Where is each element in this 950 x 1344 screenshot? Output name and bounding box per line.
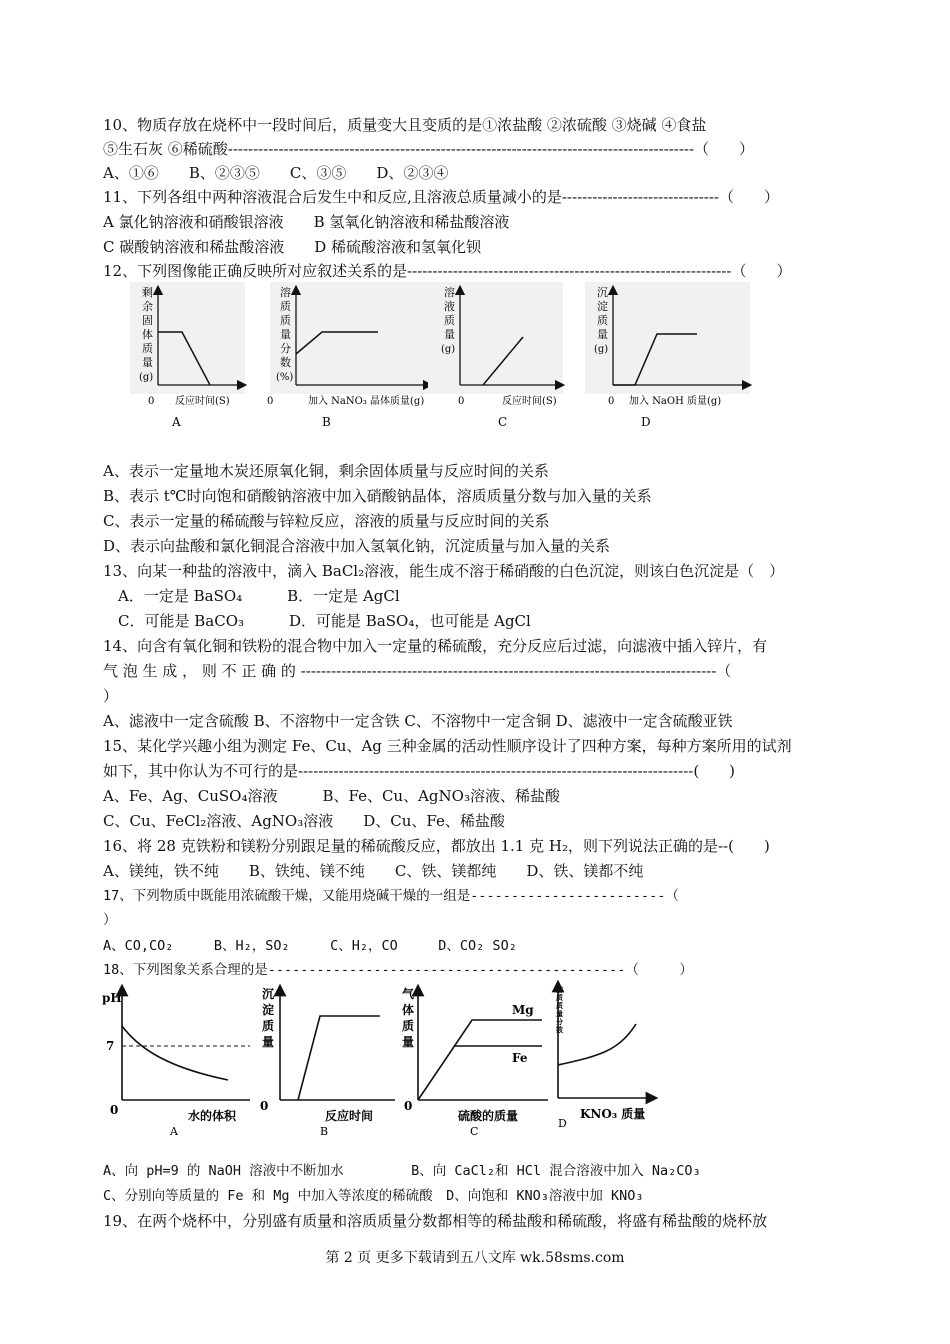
graph-letter: D [641,415,651,429]
graph-ylabel-char: 质 [402,1019,415,1033]
q12-option-a: A、表示一定量地木炭还原氧化铜，剩余固体质量与反应时间的关系 [103,462,549,480]
q15-options-cd: C、Cu、FeCl₂溶液、AgNO₃溶液 D、Cu、Fe、稀盐酸 [103,812,505,830]
graph-ylabel-unit: (g) [594,344,609,355]
q12-graph-c [428,282,563,429]
graph-ylabel-char: 数 [556,1025,563,1034]
q12-graphs-figure [130,282,770,432]
q18-options-ab: A、向 pH=9 的 NaOH 溶液中不断加水 B、向 CaCl₂和 HCl 混合溶液中加入 Na₂CO₃ [103,1163,701,1179]
graph-curve [122,1026,228,1080]
q12-stem: 12、下列图像能正确反映所对应叙述关系的是----------------------------------------------------------------（ ） [103,262,792,280]
graph-ylabel: pH [102,991,122,1005]
graph-xlabel: 反应时间(S) [175,396,230,407]
q18-stem: 18、下列图象关系合理的是--------------------------------------------（ ） [103,962,693,978]
q19-stem-line1: 19、在两个烧杯中，分别盛有质量和溶质质量分数都相等的稀盐酸和稀硫酸，将盛有稀盐酸的烧杯放 [103,1212,768,1230]
graph-origin: 0 [260,1099,269,1113]
graph-letter: B [320,1125,329,1138]
q12-option-b: B、表示 t℃时向饱和硝酸钠溶液中加入硝酸钠晶体，溶质质量分数与加入量的关系 [103,487,652,505]
q14-stem-line2: 气 泡 生 成 ， 则 不 正 确 的 ----------------------------------------------------------------------------------（ [103,662,732,680]
q18-graphs-figure [100,980,660,1138]
graph-xlabel: 反应时间(S) [502,396,557,407]
graph-ylabel-char: 质 [556,993,563,1002]
graph-letter: C [470,1125,479,1138]
graph-ylabel-char: 质 [280,314,291,327]
graph-ylabel-char: 溶 [444,286,455,299]
q12-graph-d [585,282,750,429]
q18-graph-d [555,985,652,1130]
graph-ylabel-char: 量 [280,328,291,341]
q14-options: A、滤液中一定含硫酸 B、不溶物中一定含铁 C、不溶物中一定含铜 D、滤液中一定含硫酸亚铁 [103,712,733,730]
q15-stem-line2: 如下，其中你认为不可行的是------------------------------------------------------------------------------( ) [103,762,736,780]
graph-ylabel-char: 体 [402,1003,415,1017]
graph-ylabel-char: 量 [444,328,455,341]
graph-ylabel-char: 溶 [280,286,291,299]
graph-xlabel: 硫酸的质量 [458,1109,519,1123]
graph-ylabel-char: 淀 [597,300,608,313]
graph-letter: A [170,1125,178,1138]
graph-ylabel-char: 质 [444,314,455,327]
q10-options: A、①⑥ B、②③⑤ C、③⑤ D、②③④ [103,164,449,182]
graph-ylabel-char: 量 [262,1035,275,1049]
graph-origin: 0 [267,396,274,407]
graph-ylabel-char: 质 [556,1001,563,1010]
graph-ylabel-char: 剩 [142,286,153,299]
graph-ylabel-char: 余 [142,300,153,313]
graph-ylabel-char: 淀 [262,1003,275,1017]
q11-stem: 11、下列各组中两种溶液混合后发生中和反应,且溶液总质量减小的是-------------------------------（ ） [103,188,779,206]
graph-ylabel-char: 溶 [556,985,563,994]
graph-ylabel-char: 质 [597,314,608,327]
graph-ylabel-char: 液 [444,300,455,313]
q17-stem-line2: ） [103,912,117,928]
graph-letter: B [322,415,331,429]
graph-xlabel: 加入 NaOH 质量(g) [629,396,722,407]
graph-ylabel-char: 沉 [262,987,275,1001]
q12-graph-a [130,282,245,429]
graph-ylabel-unit: (%) [276,372,294,383]
graph-origin: 0 [608,396,615,407]
graph-origin: 0 [404,1099,413,1113]
graph-ylabel-char: 数 [280,356,291,369]
q18-options-cd: C、分别向等质量的 Fe 和 Mg 中加入等浓度的稀硫酸 D、向饱和 KNO₃溶液中加 KNO₃ [103,1188,644,1204]
q16-options: A、镁纯，铁不纯 B、铁纯、镁不纯 C、铁、镁都纯 D、铁、镁都不纯 [103,862,644,880]
graph-ylabel-char: 气 [402,987,415,1001]
graph-ylabel-char: 量 [142,356,153,369]
graph-origin: 0 [110,1103,119,1117]
graph-ylabel-char: 量 [402,1035,415,1049]
q13-options-cd: C．可能是 BaCO₃ D．可能是 BaSO₄，也可能是 AgCl [103,612,531,630]
graph-tick-7: 7 [106,1039,115,1053]
graph-curve [298,1016,380,1100]
q14-stem-line1: 14、向含有氧化铜和铁粉的混合物中加入一定量的稀硫酸，充分反应后过滤，向滤液中插入锌片，有 [103,637,768,655]
graph-ylabel-char: 分 [280,342,291,355]
graph-xlabel: 反应时间 [325,1109,374,1123]
graph-series-label: Fe [512,1051,528,1065]
graph-origin: 0 [148,396,155,407]
graph-ylabel-char: 体 [142,328,153,341]
graph-letter: D [558,1117,567,1130]
q13-options-ab: A．一定是 BaSO₄ B．一定是 AgCl [103,587,400,605]
graph-letter: C [498,415,508,429]
q12-graph-b [267,282,430,429]
graph-xlabel: KNO₃ 质量 [580,1107,646,1121]
graph-ylabel-unit: (g) [441,344,456,355]
graph-ylabel-char: 质 [142,342,153,355]
q13-stem: 13、向某一种盐的溶液中，滴入 BaCl₂溶液，能生成不溶于稀硝酸的白色沉淀，则该白色沉淀是（ ） [103,562,785,580]
q18-graph-b [260,986,395,1138]
q17-options: A、CO,CO₂ B、H₂，SO₂ C、H₂，CO D、CO₂ SO₂ [103,938,517,954]
graph-ylabel-char: 固 [142,314,153,327]
q11-options-cd: C 碳酸钠溶液和稀盐酸溶液 D 稀硫酸溶液和氢氧化钡 [103,238,482,256]
graph-ylabel-char: 质 [280,300,291,313]
q16-stem: 16、将 28 克铁粉和镁粉分别跟足量的稀硫酸反应，都放出 1.1 克 H₂，则下列说法正确的是--( ) [103,837,770,855]
page-footer: 第 2 页 更多下载请到五八文库 wk.58sms.com [325,1250,625,1266]
graph-ylabel-char: 量 [597,328,608,341]
graph-ylabel-char: 沉 [597,286,608,299]
q18-graph-a [102,990,250,1138]
q12-option-c: C、表示一定量的稀硫酸与锌粒反应，溶液的质量与反应时间的关系 [103,512,550,530]
graph-origin: 0 [458,396,465,407]
q11-options-ab: A 氯化钠溶液和硝酸银溶液 B 氢氧化钠溶液和稀盐酸溶液 [103,213,510,231]
graph-ylabel-unit: (g) [139,372,154,383]
graph-xlabel: 水的体积 [188,1109,237,1123]
graph-letter: A [172,415,181,429]
graph-series-label: Mg [512,1003,534,1017]
q12-option-d: D、表示向盐酸和氯化铜混合溶液中加入氢氧化钠，沉淀质量与加入量的关系 [103,537,611,555]
graph-ylabel-char: 分 [556,1017,563,1026]
q14-stem-line3: ） [103,687,119,705]
q15-stem-line1: 15、某化学兴趣小组为测定 Fe、Cu、Ag 三种金属的活动性顺序设计了四种方案，每种方案所用的试剂 [103,737,792,755]
q10-stem-line2: ⑤生石灰 ⑥稀硫酸--------------------------------------------------------------------------------------------（ ） [103,140,755,158]
graph-ylabel-char: 量 [556,1009,563,1018]
q17-stem-line1: 17、下列物质中既能用浓硫酸干燥，又能用烧碱干燥的一组是------------------------（ [103,888,679,904]
graph-curve [558,1024,636,1065]
q10-stem-line1: 10、物质存放在烧杯中一段时间后，质量变大且变质的是①浓盐酸 ②浓硫酸 ③烧碱 ④食盐 [103,116,707,134]
q15-options-ab: A、Fe、Ag、CuSO₄溶液 B、Fe、Cu、AgNO₃溶液、稀盐酸 [103,787,560,805]
q18-graph-c [402,986,548,1138]
graph-xlabel: 加入 NaNO₃ 晶体质量(g) [308,396,425,407]
graph-ylabel-char: 质 [262,1019,275,1033]
